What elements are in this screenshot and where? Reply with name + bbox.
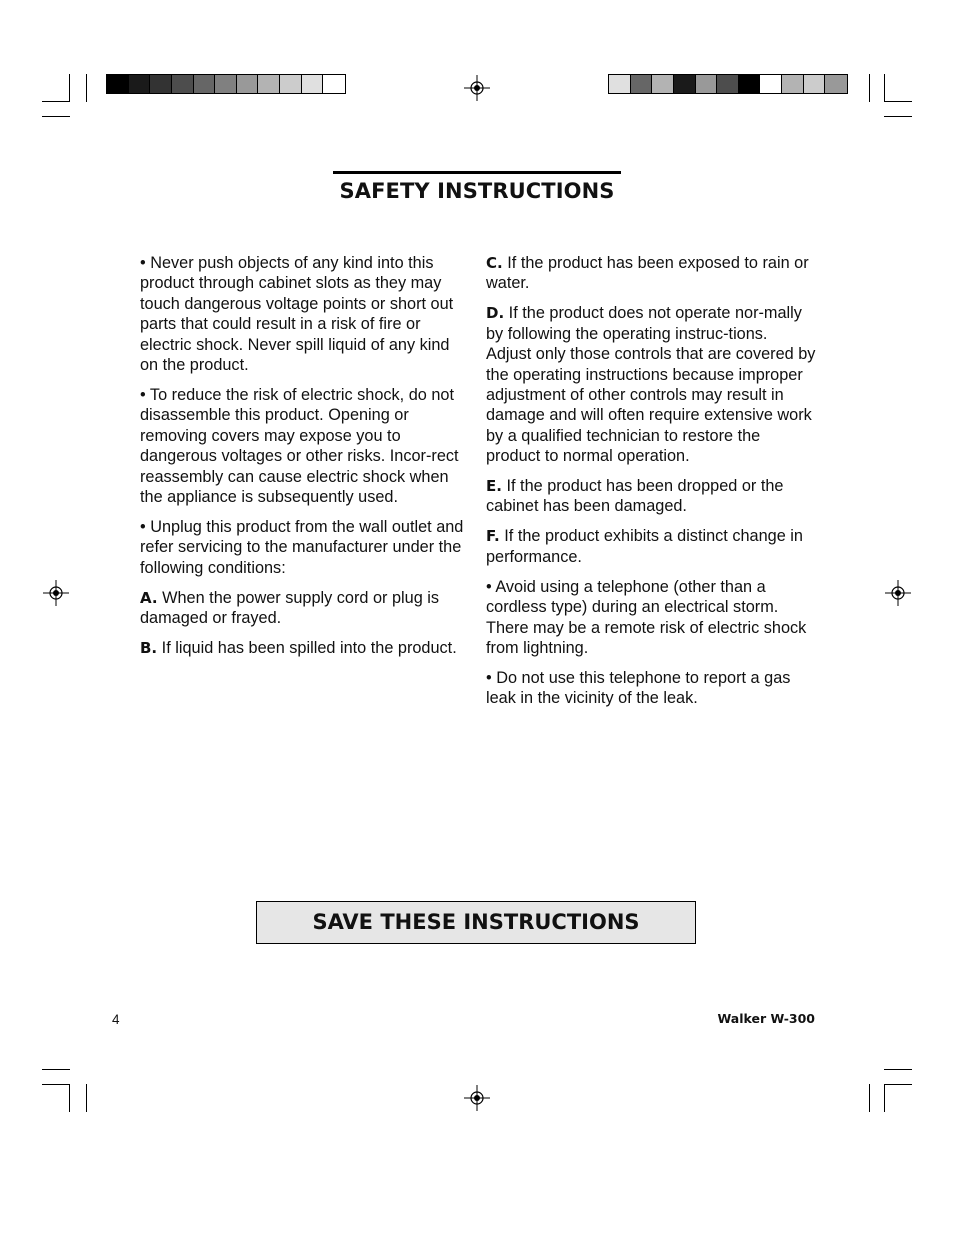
color-swatch [323,75,345,93]
crop-mark [884,74,885,102]
paragraph [486,253,816,294]
left-column [140,253,472,668]
registration-mark-icon [464,75,490,101]
paragraph [140,638,472,658]
color-swatch [696,75,718,93]
paragraph [486,303,816,466]
color-swatch [129,75,151,93]
crop-mark [884,1069,912,1070]
paragraph [486,476,816,517]
paragraph [140,588,472,629]
footer-model-name: Walker W-300 [717,1011,815,1026]
item-text: If the product has been exposed to rain or water. [486,254,809,293]
item-text: • Avoid using a telephone (other than a cordless type) during an electrical storm. There may be a remote risk of electric shock from lightning. [486,577,807,657]
color-swatch [652,75,674,93]
color-swatch [302,75,324,93]
page-title: SAFETY INSTRUCTIONS [339,179,615,203]
title-rule [333,171,621,174]
crop-mark [884,116,912,117]
paragraph [486,526,816,567]
color-swatch [782,75,804,93]
registration-mark-icon [43,580,69,606]
paragraph [140,253,472,375]
save-instructions-box [256,901,696,944]
item-lead: D. [486,304,505,323]
color-bar-right [608,74,848,94]
item-lead: B. [140,638,158,657]
paragraph [486,577,816,659]
item-text: If the product does not operate nor-mally by following the operating instruc-tions. Adjust only those controls that are covered by the operating instructions because improper adjustment of other controls may result in damage and will often require extensive work by a qualified technician to restore the product to normal operation. [486,304,816,466]
item-text: • To reduce the risk of electric shock, do not disassemble this product. Opening or removing covers may expose you to dangerous voltages or other risks. Incor-rect reassembly can cause electric shock when the appliance is subsequently used. [140,385,459,506]
item-text: If liquid has been spilled into the product. [157,638,457,657]
color-swatch [258,75,280,93]
page-number: 4 [112,1012,120,1027]
item-text: When the power supply cord or plug is damaged or frayed. [140,588,440,627]
registration-mark-icon [885,580,911,606]
crop-mark [42,101,70,102]
item-lead: C. [486,254,503,272]
crop-mark [42,1069,70,1070]
color-swatch [674,75,696,93]
crop-mark [884,1084,912,1085]
crop-mark [869,1084,870,1112]
crop-mark [69,74,70,102]
paragraph [486,668,816,709]
item-lead: A. [140,588,158,607]
save-instructions-text: SAVE THESE INSTRUCTIONS [312,910,640,934]
item-text: • Do not use this telephone to report a gas leak in the vicinity of the leak. [486,668,791,708]
paragraph [140,517,472,578]
item-text: If the product has been dropped or the cabinet has been damaged. [486,477,784,516]
color-swatch [172,75,194,93]
item-text: • Never push objects of any kind into this product through cabinet slots as they may touch dangerous voltage points or short out parts that could result in a risk of fire or electric shock. Never spill liquid of any kind on the product. [140,254,454,375]
crop-mark [884,101,912,102]
color-swatch [609,75,631,93]
right-column [486,253,816,718]
item-text: If the product exhibits a distinct change in performance. [486,527,803,566]
color-swatch [237,75,259,93]
color-bar-left [106,74,346,94]
color-swatch [631,75,653,93]
item-text: • Unplug this product from the wall outlet and refer servicing to the manufacturer under the following conditions: [140,517,464,577]
item-lead: E. [486,477,502,496]
color-swatch [760,75,782,93]
color-swatch [280,75,302,93]
color-swatch [107,75,129,93]
crop-mark [42,116,70,117]
paragraph [140,385,472,507]
crop-mark [86,74,87,102]
crop-mark [86,1084,87,1112]
color-swatch [215,75,237,93]
crop-mark [869,74,870,102]
crop-mark [69,1084,70,1112]
color-swatch [717,75,739,93]
item-lead: F. [486,527,500,546]
color-swatch [739,75,761,93]
crop-mark [42,1084,70,1085]
color-swatch [804,75,826,93]
color-swatch [194,75,216,93]
color-swatch [150,75,172,93]
registration-mark-icon [464,1085,490,1111]
crop-mark [884,1084,885,1112]
color-swatch [825,75,847,93]
